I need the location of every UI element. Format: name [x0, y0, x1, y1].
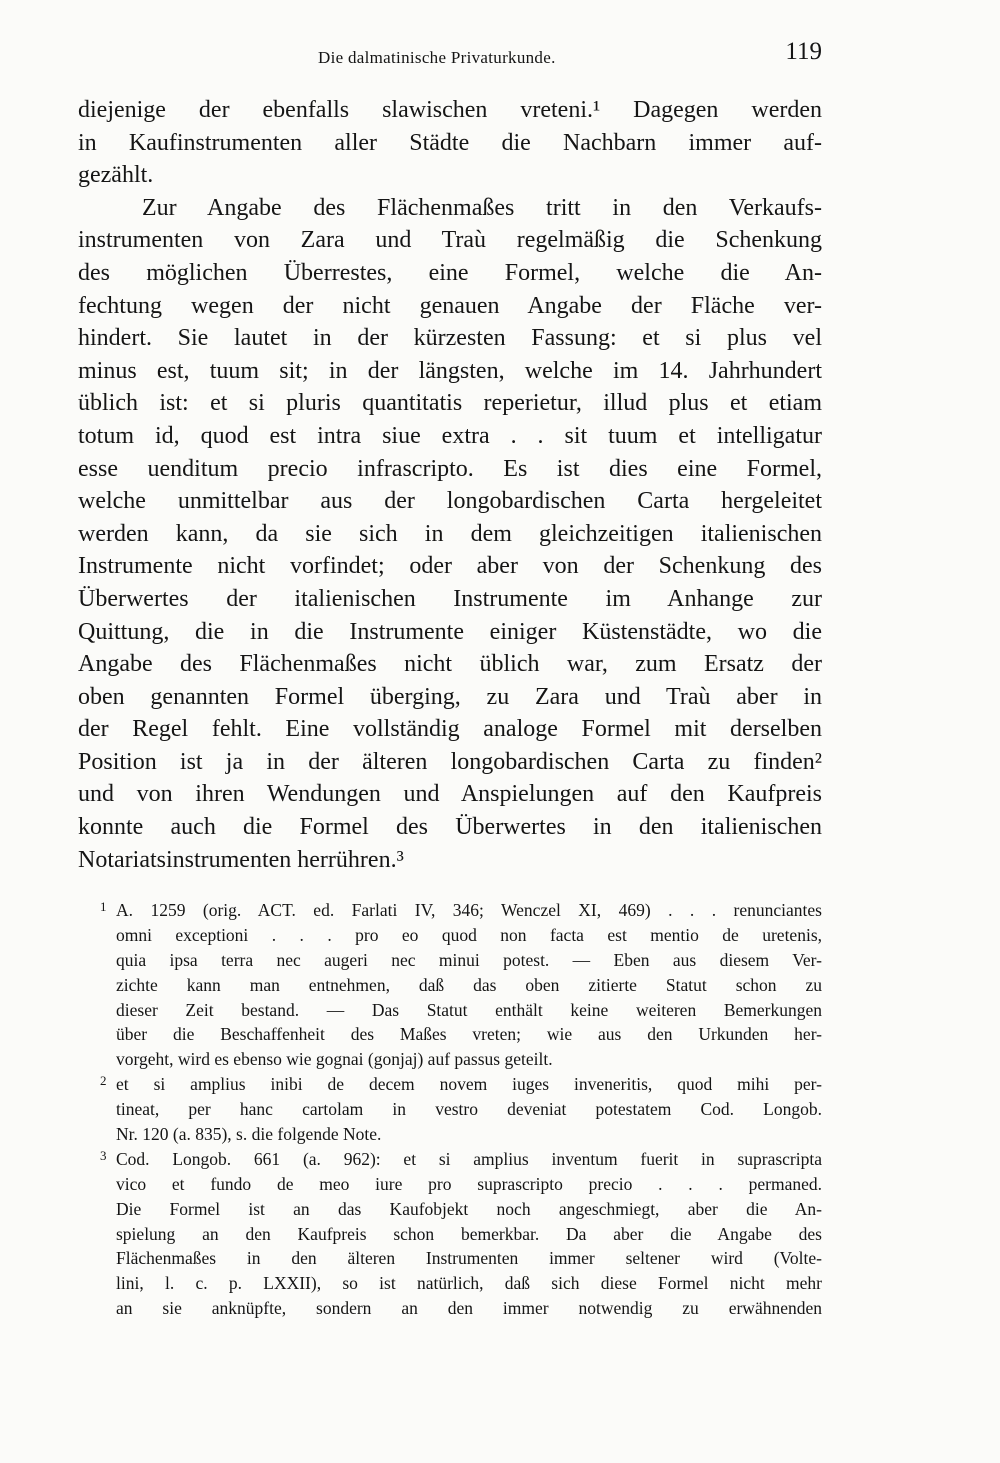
footnote-line: omni exceptioni . . . pro eo quod non facta est mentio de uretenis,	[116, 924, 822, 945]
footnote-marker: 1	[100, 899, 107, 914]
body-line: oben genannten Formel überging, zu Zara und Traù aber in	[78, 683, 822, 710]
footnote-line: quia ipsa terra nec augeri nec minui potest. — Eben aus diesem Ver-	[116, 949, 822, 970]
footnote-line	[78, 1072, 822, 1097]
footnote-line: vico et fundo de meo iure pro suprascripto precio . . . permaned.	[116, 1173, 822, 1194]
body-line: welche unmittelbar aus der longobardischen Carta hergeleitet	[78, 488, 822, 515]
body-line: Position ist ja in der älteren longobardischen Carta zu finden²	[78, 748, 822, 775]
body-line: üblich ist: et si pluris quantitatis reperietur, illud plus et etiam	[78, 390, 822, 417]
body-line: hindert. Sie lautet in der kürzesten Fassung: et si plus vel	[78, 325, 822, 352]
body-line: Notariatsinstrumenten herrühren.³	[78, 846, 404, 873]
body-line: des möglichen Überrestes, eine Formel, welche die An-	[78, 259, 822, 286]
body-line: diejenige der ebenfalls slawischen vreteni.¹ Dagegen werden	[78, 97, 822, 123]
body-line: instrumenten von Zara und Traù regelmäßig die Schenkung	[78, 227, 822, 254]
footnote-line: tineat, per hanc cartolam in vestro deveniat potestatem Cod. Longob.	[116, 1099, 822, 1120]
footnote-line: über die Beschaffenheit des Maßes vreten; wie aus den Urkunden her-	[116, 1024, 822, 1045]
footnote-line: spielung an den Kaufpreis schon bemerkbar. Da aber die Angabe des	[116, 1223, 822, 1244]
body-text	[78, 94, 822, 876]
footnote-text: A. 1259 (orig. ACT. ed. Farlati IV, 346; Wenczel XI, 469) . . . renunciantes	[116, 900, 822, 920]
footnote-line	[78, 898, 822, 923]
body-line: esse uenditum precio infrascripto. Es ist dies eine Formel,	[78, 455, 822, 482]
body-line: in Kaufinstrumenten aller Städte die Nachbarn immer auf-	[78, 129, 822, 156]
body-line: minus est, tuum sit; in der längsten, welche im 14. Jahrhundert	[78, 357, 822, 384]
footnote-line: vorgeht, wird es ebenso wie gognai (gonjaj) auf passus geteilt.	[116, 1049, 553, 1070]
page-number: 119	[785, 38, 822, 65]
body-line: werden kann, da sie sich in dem gleichzeitigen italienischen	[78, 520, 822, 547]
body-line: der Regel fehlt. Eine vollständig analoge Formel mit derselben	[78, 716, 822, 743]
body-line: Quittung, die in die Instrumente einiger Küstenstädte, wo die	[78, 618, 822, 645]
body-line: totum id, quod est intra siue extra . . sit tuum et intelligatur	[78, 422, 822, 449]
footnote-text: Cod. Longob. 661 (a. 962): et si amplius inventum fuerit in suprascripta	[116, 1148, 822, 1169]
footnote-line: Die Formel ist an das Kaufobjekt noch angeschmiegt, aber die An-	[116, 1198, 822, 1219]
footnote-text: et si amplius inibi de decem novem iuges inveneritis, quod mihi per-	[116, 1074, 822, 1095]
footnote-line: dieser Zeit bestand. — Das Statut enthält keine weiteren Bemerkungen	[116, 999, 822, 1020]
body-line: Angabe des Flächenmaßes nicht üblich war, zum Ersatz der	[78, 651, 822, 678]
footnote-line: zichte kann man entnehmen, daß das oben zitierte Statut schon zu	[116, 974, 822, 995]
footnote-marker: 2	[100, 1073, 107, 1089]
body-line: Instrumente nicht vorfindet; oder aber von der Schenkung des	[78, 553, 822, 580]
footnote-line	[78, 1147, 822, 1172]
body-line: und von ihren Wendungen und Anspielungen auf den Kaufpreis	[78, 781, 822, 808]
body-line: Überwertes der italienischen Instrumente im Anhange zur	[78, 585, 822, 612]
footnote-line: Nr. 120 (a. 835), s. die folgende Note.	[116, 1124, 382, 1145]
body-line: Zur Angabe des Flächenmaßes tritt in den Verkaufs-	[142, 194, 822, 221]
body-line: fechtung wegen der nicht genauen Angabe der Fläche ver-	[78, 292, 822, 319]
running-head	[78, 36, 822, 76]
body-line: gezählt.	[78, 162, 154, 189]
body-line: konnte auch die Formel des Überwertes in den italienischen	[78, 814, 822, 841]
footnote-line: lini, l. c. p. LXXII), so ist natürlich, daß sich diese Formel nicht mehr	[116, 1273, 822, 1294]
footnote-marker: 3	[100, 1147, 107, 1163]
running-title: Die dalmatinische Privaturkunde.	[318, 48, 556, 67]
footnote-line: Flächenmaßes in den älteren Instrumenten immer seltener wird (Volte-	[116, 1248, 822, 1269]
footnote-line: an sie anknüpfte, sondern an den immer notwendig zu erwähnenden	[116, 1298, 822, 1319]
footnotes	[78, 898, 822, 1321]
